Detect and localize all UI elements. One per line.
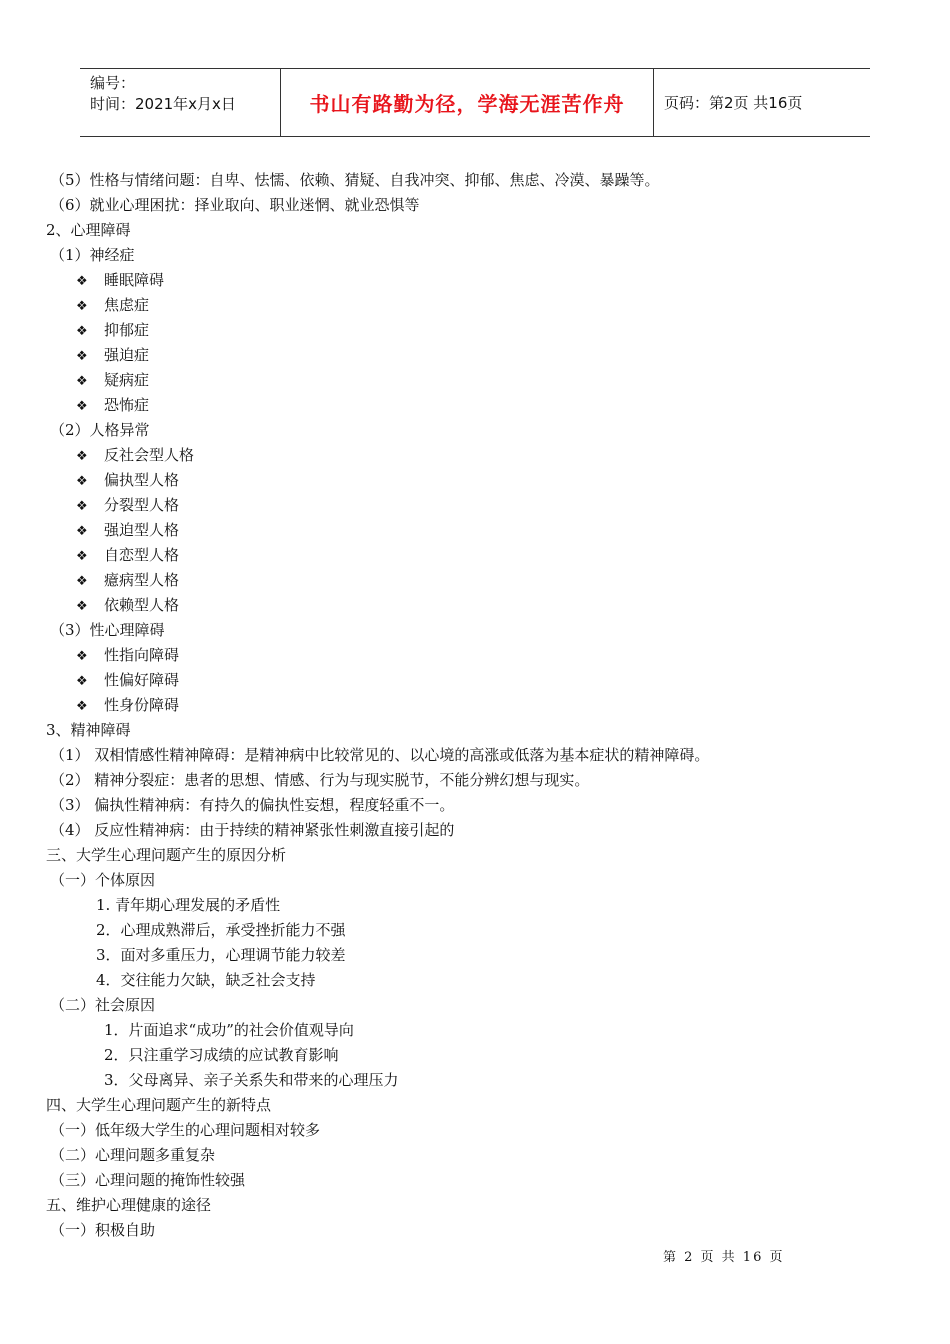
- bullet-list-item: [46, 593, 910, 618]
- text-line: [46, 1118, 910, 1143]
- line-text: （1） 双相情感性精神障碍：是精神病中比较常见的、以心境的高涨或低落为基本症状的精神障碍。: [50, 746, 710, 764]
- text-line: [46, 1143, 910, 1168]
- diamond-bullet-icon: ❖: [76, 499, 88, 514]
- line-text: （一）积极自助: [50, 1221, 156, 1239]
- text-line: [46, 768, 910, 793]
- bullet-list-item: [46, 293, 910, 318]
- diamond-bullet-icon: ❖: [76, 474, 88, 489]
- text-line: [46, 193, 910, 218]
- line-text: 分裂型人格: [104, 496, 180, 514]
- line-text: 癔病型人格: [104, 571, 180, 589]
- line-text: 1．片面追求“成功”的社会价值观导向: [104, 1021, 354, 1039]
- header-motto: 书山有路勤为径，学海无涯苦作舟: [281, 69, 654, 136]
- text-line: [46, 1218, 910, 1243]
- line-text: 强迫型人格: [104, 521, 180, 539]
- line-text: （二）社会原因: [50, 996, 156, 1014]
- text-line: [46, 943, 910, 968]
- diamond-bullet-icon: ❖: [76, 374, 88, 389]
- diamond-bullet-icon: ❖: [76, 599, 88, 614]
- bullet-list-item: [46, 518, 910, 543]
- line-text: （三）心理问题的掩饰性较强: [50, 1171, 246, 1189]
- text-line: [46, 893, 910, 918]
- diamond-bullet-icon: ❖: [76, 349, 88, 364]
- text-line: [46, 218, 910, 243]
- line-text: 强迫症: [104, 346, 150, 364]
- line-text: 疑病症: [104, 371, 150, 389]
- header-meta: [80, 69, 281, 136]
- line-text: （3）性心理障碍: [50, 621, 165, 639]
- line-text: 3、精神障碍: [46, 721, 131, 739]
- diamond-bullet-icon: ❖: [76, 674, 88, 689]
- diamond-bullet-icon: ❖: [76, 399, 88, 414]
- text-line: [46, 993, 910, 1018]
- line-text: 睡眠障碍: [104, 271, 165, 289]
- time-label: 时间：2021年x月x日: [90, 95, 236, 113]
- line-text: （一）低年级大学生的心理问题相对较多: [50, 1121, 321, 1139]
- bullet-list-item: [46, 393, 910, 418]
- line-text: （5）性格与情绪问题：自卑、怯懦、依赖、猜疑、自我冲突、抑郁、焦虑、冷漠、暴躁等。: [50, 171, 660, 189]
- line-text: 2．心理成熟滞后，承受挫折能力不强: [96, 921, 346, 939]
- line-text: 偏执型人格: [104, 471, 180, 489]
- text-line: [46, 818, 910, 843]
- bullet-list-item: [46, 668, 910, 693]
- text-line: [46, 843, 910, 868]
- text-line: [46, 1018, 910, 1043]
- text-line: [46, 168, 910, 193]
- line-text: 2、心理障碍: [46, 221, 131, 239]
- text-line: [46, 1093, 910, 1118]
- bullet-list-item: [46, 693, 910, 718]
- header-page-info: 页码：第2页 共16页: [664, 94, 803, 112]
- line-text: 3．父母离异、亲子关系失和带来的心理压力: [104, 1071, 399, 1089]
- diamond-bullet-icon: ❖: [76, 274, 88, 289]
- bullet-list-item: [46, 368, 910, 393]
- page-header: [80, 68, 870, 137]
- code-label: 编号：: [90, 74, 136, 92]
- line-text: （2）人格异常: [50, 421, 150, 439]
- line-text: 性指向障碍: [104, 646, 180, 664]
- text-line: [46, 718, 910, 743]
- diamond-bullet-icon: ❖: [76, 299, 88, 314]
- text-line: [46, 1193, 910, 1218]
- line-text: 3．面对多重压力，心理调节能力较差: [96, 946, 346, 964]
- line-text: 三、大学生心理问题产生的原因分析: [46, 846, 287, 864]
- bullet-list-item: [46, 443, 910, 468]
- diamond-bullet-icon: ❖: [76, 324, 88, 339]
- line-text: （1）神经症: [50, 246, 135, 264]
- diamond-bullet-icon: ❖: [76, 649, 88, 664]
- line-text: 1. 青年期心理发展的矛盾性: [96, 896, 281, 914]
- text-line: [46, 868, 910, 893]
- line-text: 焦虑症: [104, 296, 150, 314]
- text-line: [46, 418, 910, 443]
- bullet-list-item: [46, 468, 910, 493]
- text-line: [46, 793, 910, 818]
- line-text: 2．只注重学习成绩的应试教育影响: [104, 1046, 339, 1064]
- line-text: 4．交往能力欠缺，缺乏社会支持: [96, 971, 316, 989]
- line-text: 抑郁症: [104, 321, 150, 339]
- line-text: 五、维护心理健康的途径: [46, 1196, 212, 1214]
- line-text: 反社会型人格: [104, 446, 195, 464]
- bullet-list-item: [46, 543, 910, 568]
- bullet-list-item: [46, 318, 910, 343]
- line-text: 四、大学生心理问题产生的新特点: [46, 1096, 272, 1114]
- line-text: 性偏好障碍: [104, 671, 180, 689]
- diamond-bullet-icon: ❖: [76, 549, 88, 564]
- text-line: [46, 743, 910, 768]
- line-text: 恐怖症: [104, 396, 150, 414]
- diamond-bullet-icon: ❖: [76, 524, 88, 539]
- diamond-bullet-icon: ❖: [76, 699, 88, 714]
- page-footer: 第 2 页 共 16 页: [663, 1250, 785, 1265]
- bullet-list-item: [46, 343, 910, 368]
- text-line: [46, 618, 910, 643]
- bullet-list-item: [46, 493, 910, 518]
- line-text: 自恋型人格: [104, 546, 180, 564]
- text-line: [46, 1068, 910, 1093]
- line-text: （2） 精神分裂症：患者的思想、情感、行为与现实脱节，不能分辨幻想与现实。: [50, 771, 590, 789]
- bullet-list-item: [46, 268, 910, 293]
- text-line: [46, 1043, 910, 1068]
- line-text: （3） 偏执性精神病：有持久的偏执性妄想，程度轻重不一。: [50, 796, 455, 814]
- line-text: 性身份障碍: [104, 696, 180, 714]
- text-line: [46, 968, 910, 993]
- document-body: [46, 168, 910, 1243]
- bullet-list-item: [46, 568, 910, 593]
- line-text: （4） 反应性精神病：由于持续的精神紧张性刺激直接引起的: [50, 821, 455, 839]
- line-text: （一）个体原因: [50, 871, 156, 889]
- text-line: [46, 243, 910, 268]
- diamond-bullet-icon: ❖: [76, 449, 88, 464]
- diamond-bullet-icon: ❖: [76, 574, 88, 589]
- text-line: [46, 1168, 910, 1193]
- bullet-list-item: [46, 643, 910, 668]
- text-line: [46, 918, 910, 943]
- line-text: （6）就业心理困扰：择业取向、职业迷惘、就业恐惧等: [50, 196, 420, 214]
- line-text: 依赖型人格: [104, 596, 180, 614]
- line-text: （二）心理问题多重复杂: [50, 1146, 216, 1164]
